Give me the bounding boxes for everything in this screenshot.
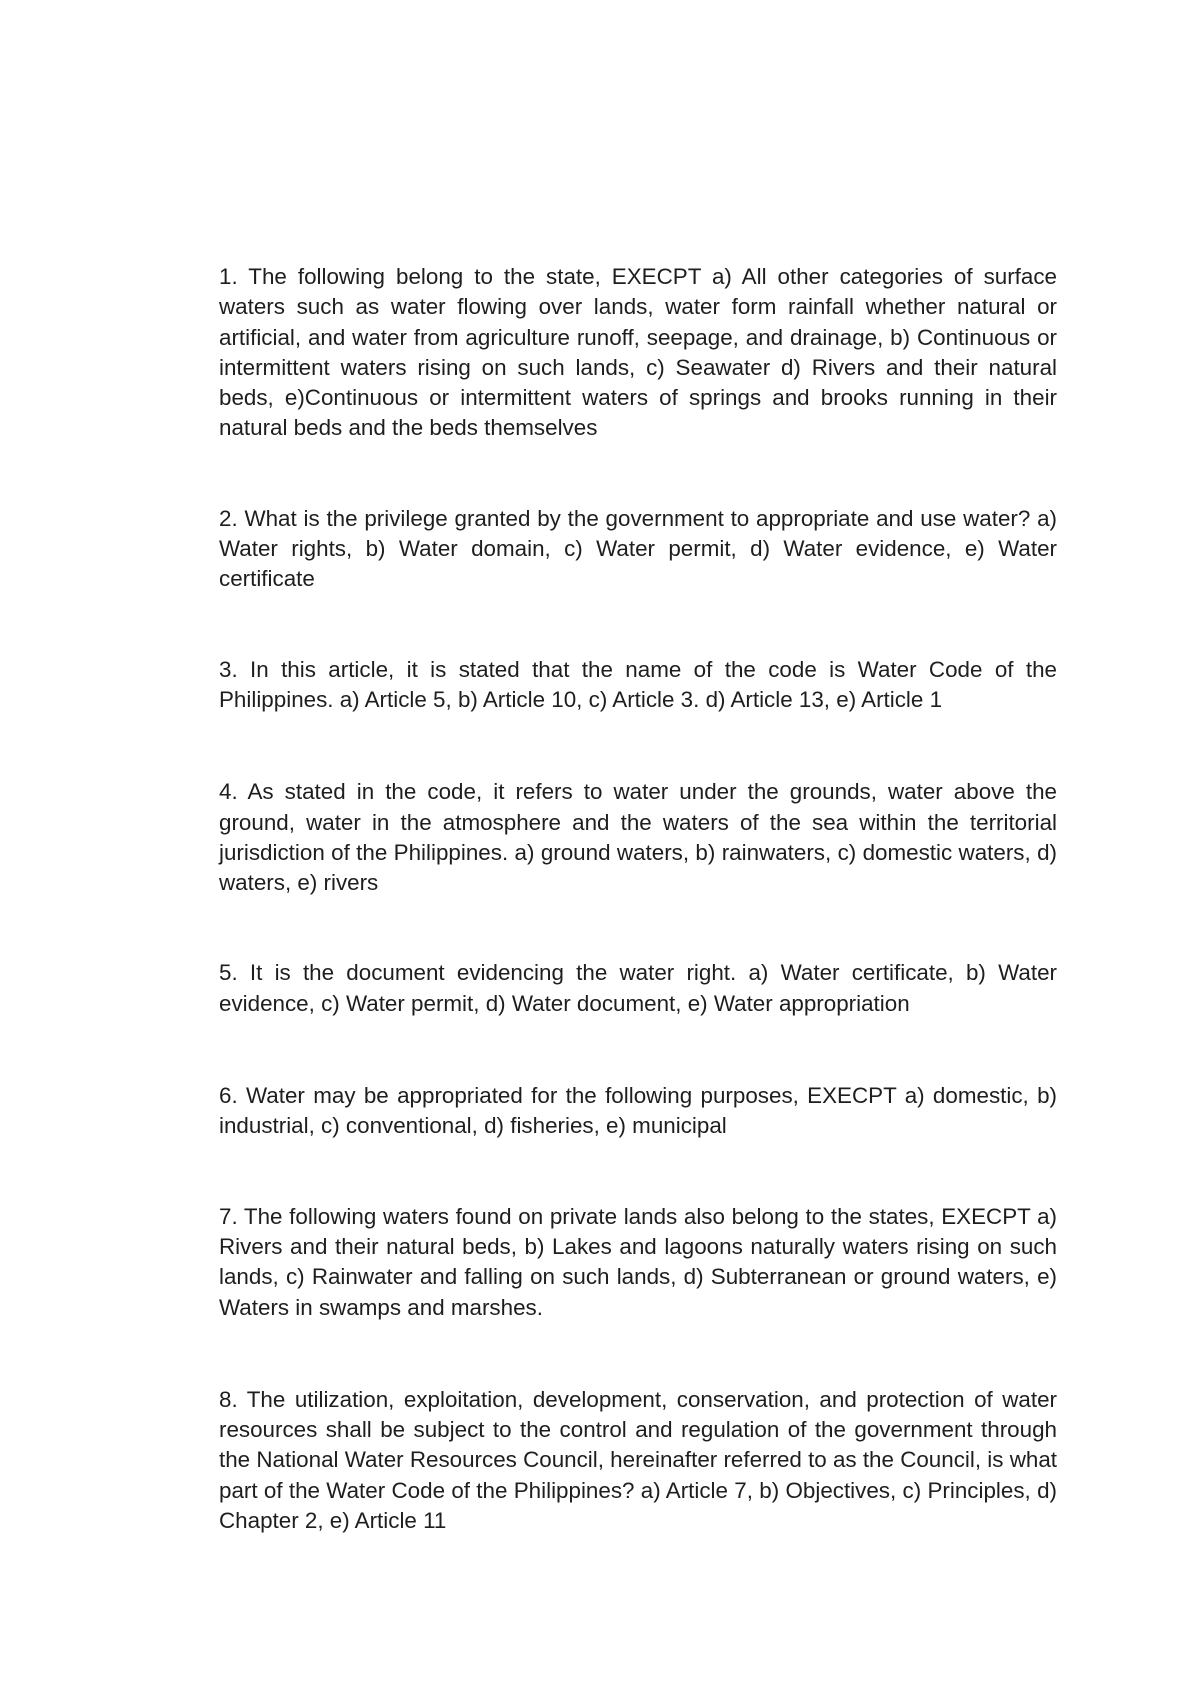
question-8: 8. The utilization, exploitation, development, conservation, and protection of water resources shall be subject to the control and regulation of the government through the National Water Resources Council, hereinafter referred to as the Council, is what part of the Water Code of the Philippines? a) Article 7, b) Objectives, c) Principles, d) Chapter 2, e) Article 11 <box>219 1386 1057 1534</box>
question-2: 2. What is the privilege granted by the government to appropriate and use water? a) Water rights, b) Water domain, c) Water permit, d) Water evidence, e) Water certificate <box>219 505 1057 592</box>
question-4: 4. As stated in the code, it refers to water under the grounds, water above the ground, water in the atmosphere and the waters of the sea within the territorial jurisdiction of the Philippines. a) ground waters, b) rainwaters, c) domestic waters, d) waters, e) rivers <box>219 779 1057 896</box>
question-1: 1. The following belong to the state, EXECPT a) All other categories of surface waters such as water flowing over lands, water form rainfall whether natural or artificial, and water from agriculture runoff, seepage, and drainage, b) Continuous or intermittent waters rising on such lands, c) Seawater d) Rivers and their natural beds, e)Continuous or intermittent waters of springs and brooks running in their natural beds and the beds themselves <box>219 264 1057 441</box>
question-6: 6. Water may be appropriated for the following purposes, EXECPT a) domestic, b) industrial, c) conventional, d) fisheries, e) municipal <box>219 1083 1057 1139</box>
question-7: 7. The following waters found on private lands also belong to the states, EXECPT a) Rivers and their natural beds, b) Lakes and lagoons naturally waters rising on such lands, c) Rainwater and falling on such lands, d) Subterranean or ground waters, e) Waters in swamps and marshes. <box>219 1203 1057 1320</box>
question-5: 5. It is the document evidencing the water right. a) Water certificate, b) Water evidence, c) Water permit, d) Water document, e) Water appropriation <box>219 960 1057 1016</box>
question-list <box>219 262 1057 1536</box>
question-3: 3. In this article, it is stated that the name of the code is Water Code of the Philippines. a) Article 5, b) Article 10, c) Article 3. d) Article 13, e) Article 1 <box>219 656 1057 712</box>
